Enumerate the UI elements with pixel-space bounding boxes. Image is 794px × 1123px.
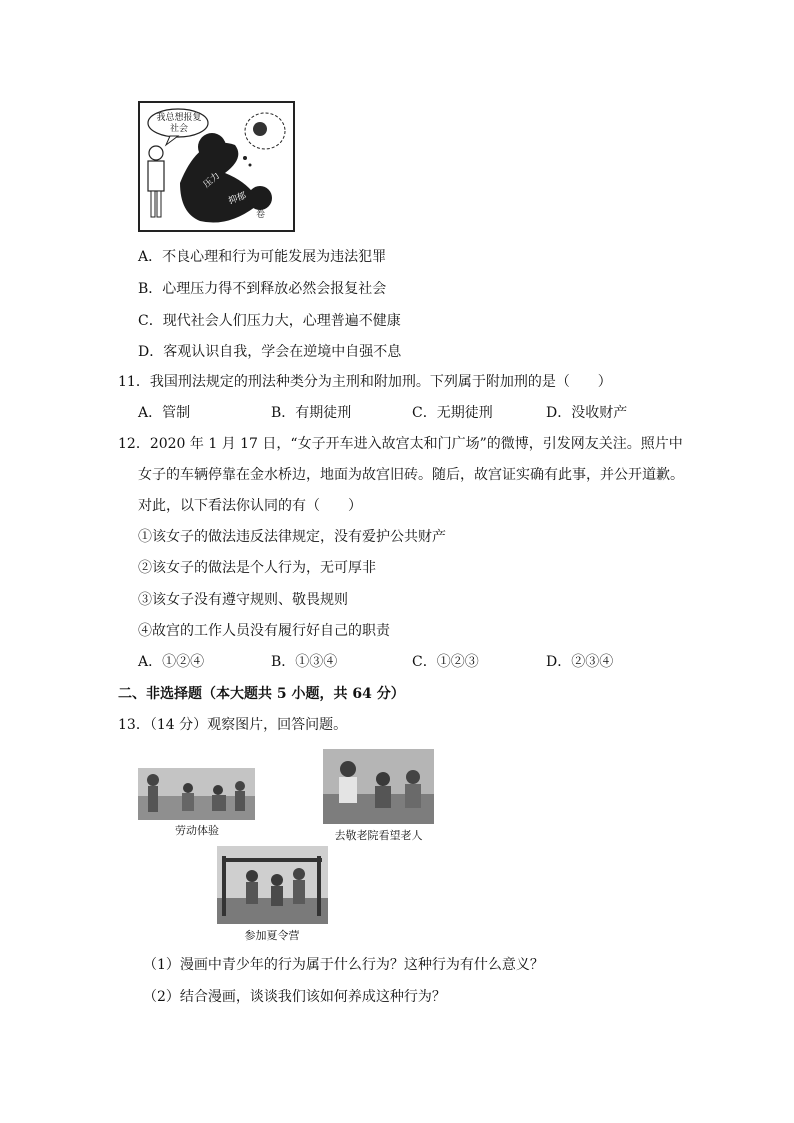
- option-text: 不良心理和行为可能发展为违法犯罪: [162, 249, 387, 265]
- photo-summer-camp-drawing: [217, 846, 328, 924]
- photo-summer-camp: [217, 846, 328, 924]
- option-text: ①②③: [436, 654, 479, 670]
- photo-nursing-home-visit: [323, 749, 434, 824]
- option-text: 客观认识自我，学会在逆境中自强不息: [163, 344, 402, 360]
- comic-label-depression: 抑郁: [227, 191, 248, 207]
- photo-labor-experience: [138, 768, 255, 820]
- q10-option-a: [138, 247, 386, 267]
- section-heading: 二、非选择题（本大题共 5 小题，共 64 分）: [118, 686, 405, 702]
- q13-subquestion-2: （2）结合漫画，谈谈我们该如何养成这种行为？: [143, 989, 446, 1005]
- q12-stem-line-1: 12．2020 年 1 月 17 日，“女子开车进入故宫太和门广场”的微博，引发网友关注。照片中: [118, 436, 683, 452]
- option-label: C．: [412, 405, 437, 421]
- option-label: C．: [412, 654, 437, 670]
- q11-stem: 11．我国刑法规定的刑法种类分为主刑和附加刑。下列属于附加刑的是（ ）: [118, 374, 612, 390]
- option-label: A．: [138, 654, 163, 670]
- q10-option-d: [138, 342, 401, 362]
- option-label: B．: [271, 654, 296, 670]
- q12-option-b: [271, 652, 337, 672]
- comic-speech-text: 我总想报复社会: [156, 113, 202, 134]
- q12-stem-line-2: 女子的车辆停靠在金水桥边，地面为故宫旧砖。随后，故宫证实确有此事，并公开道歉。: [138, 467, 684, 483]
- option-label: B．: [138, 281, 163, 297]
- option-label: D．: [138, 344, 164, 360]
- option-text: 无期徒刑: [436, 405, 493, 421]
- q12-option-d: [546, 652, 613, 672]
- photo-caption-nursing-home: 去敬老院看望老人: [334, 829, 423, 842]
- q13-stem: 13．（14 分）观察图片，回答问题。: [118, 717, 348, 733]
- photo-caption-summer-camp: 参加夏令营: [244, 929, 300, 942]
- option-text: 心理压力得不到释放必然会报复社会: [162, 281, 387, 297]
- q12-statement-1: ①该女子的做法违反法律规定，没有爱护公共财产: [138, 529, 446, 545]
- option-label: D．: [546, 405, 572, 421]
- option-text: 有期徒刑: [295, 405, 352, 421]
- option-label: C．: [138, 313, 163, 329]
- option-text: ②③④: [571, 654, 614, 670]
- q12-statement-3: ③该女子没有遵守规则、敬畏规则: [138, 592, 348, 608]
- q12-stem-line-3: 对此，以下看法你认同的有（ ）: [138, 498, 362, 514]
- q11-option-d: [546, 403, 627, 423]
- photo-labor-drawing: [138, 768, 255, 820]
- q11-option-c: [412, 403, 493, 423]
- option-label: B．: [271, 405, 296, 421]
- q11-option-b: [271, 403, 351, 423]
- q12-statement-4: ④故宫的工作人员没有履行好自己的职责: [138, 623, 390, 639]
- option-text: 没收财产: [571, 405, 628, 421]
- option-text: ①③④: [295, 654, 338, 670]
- option-text: 管制: [162, 405, 191, 421]
- option-text: ①②④: [162, 654, 205, 670]
- comic-label-pressure: 压力: [201, 171, 223, 191]
- comic-mark: 卷: [256, 210, 266, 220]
- option-label: A．: [138, 405, 163, 421]
- q10-option-c: [138, 311, 401, 331]
- photo-caption-labor: 劳动体验: [175, 824, 219, 837]
- photo-nursing-home-drawing: [323, 749, 434, 824]
- option-label: A．: [138, 249, 163, 265]
- q12-statement-2: ②该女子的做法是个人行为，无可厚非: [138, 560, 376, 576]
- q11-option-a: [138, 403, 190, 423]
- q10-option-b: [138, 279, 386, 299]
- comic-illustration: [138, 101, 295, 232]
- q13-subquestion-1: （1）漫画中青少年的行为属于什么行为？这种行为有什么意义？: [143, 957, 544, 973]
- q12-option-a: [138, 652, 204, 672]
- q12-option-c: [412, 652, 479, 672]
- option-label: D．: [546, 654, 572, 670]
- option-text: 现代社会人们压力大，心理普遍不健康: [162, 313, 401, 329]
